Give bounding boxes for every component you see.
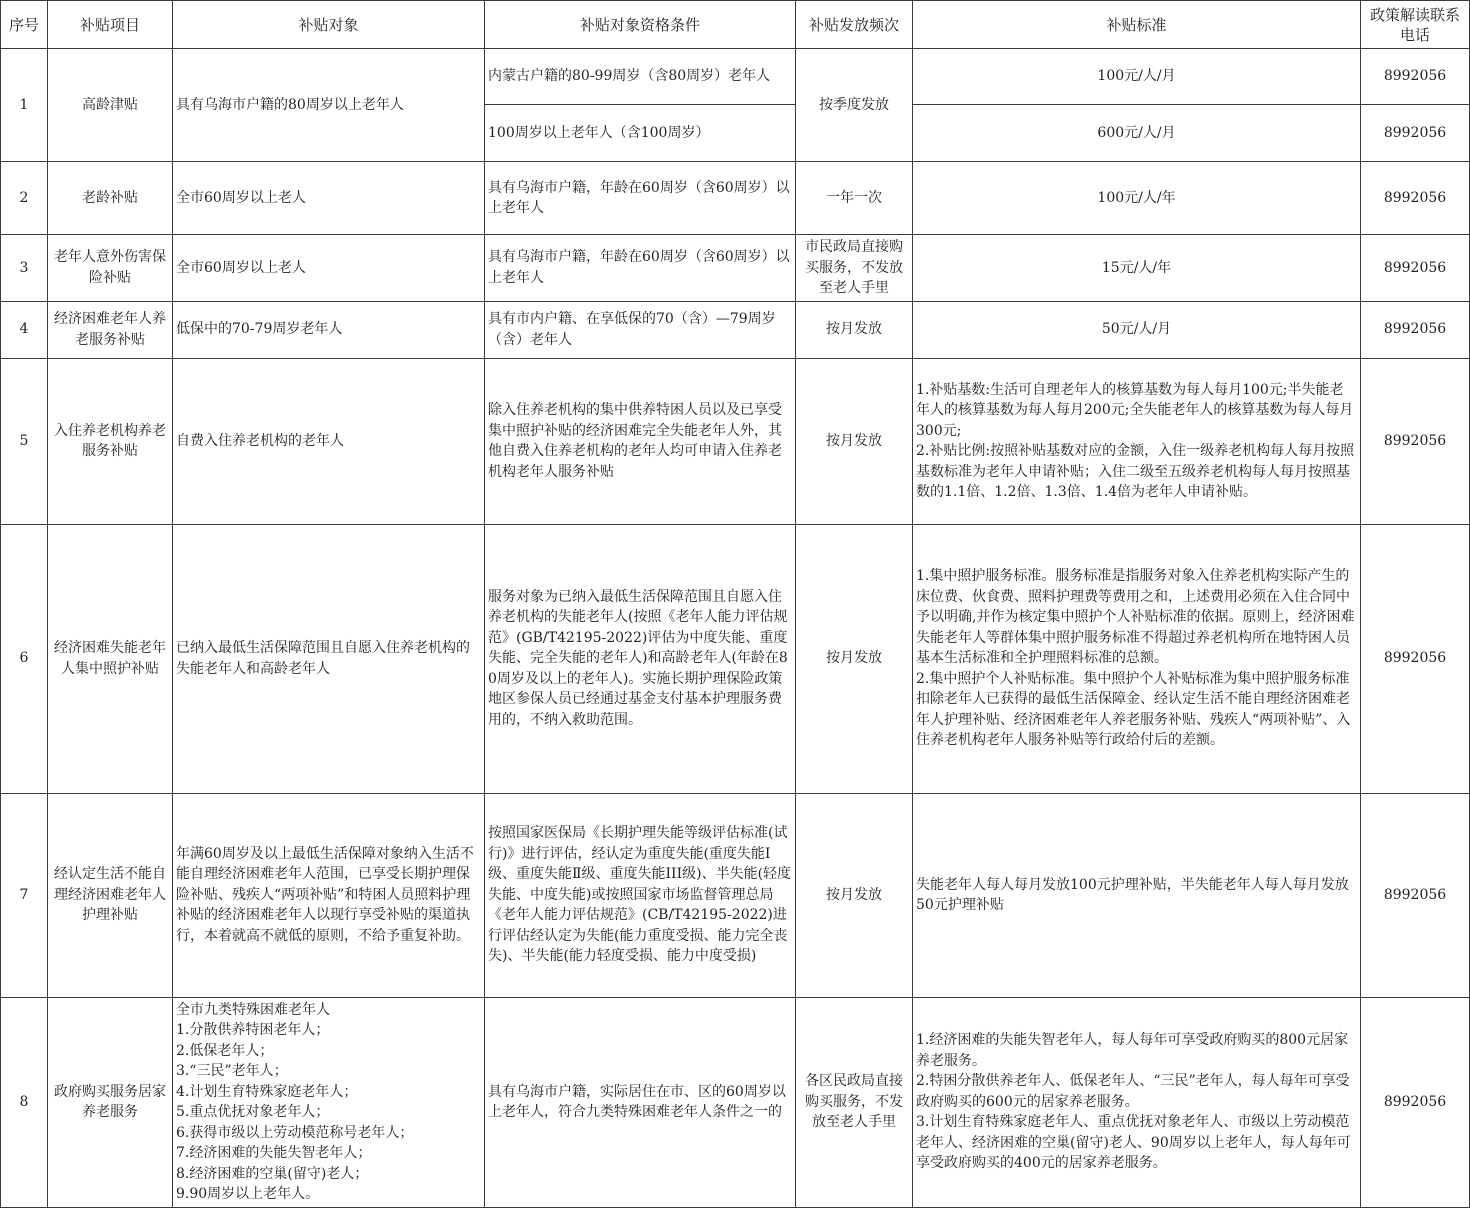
row-conditions: 具有市内户籍、在享低保的70（含）—79周岁（含）老年人 <box>485 301 796 358</box>
paragraph-line: 1.补贴基数:生活可自理老年人的核算基数为每人每月100元;半失能老年人的核算基数为每人每月200元;全失能老年人的核算基数为每人每月300元; <box>916 381 1354 439</box>
row-item: 高龄津贴 <box>48 49 173 162</box>
row-target: 自费入住养老机构的老年人 <box>173 358 485 524</box>
row-target: 已纳入最低生活保障范围且自愿入住养老机构的失能老年人和高龄老年人 <box>173 524 485 793</box>
row-frequency: 各区民政局直接购买服务，不发放至老人手里 <box>796 997 913 1207</box>
list-item: 2.低保老年人； <box>176 1042 274 1059</box>
row-target: 具有乌海市户籍的80周岁以上老年人 <box>173 49 485 162</box>
table-row <box>1 793 1470 997</box>
list-item: 4.计划生育特殊家庭老年人； <box>176 1083 358 1100</box>
row-frequency: 按月发放 <box>796 301 913 358</box>
header-conditions: 补贴对象资格条件 <box>485 1 796 49</box>
table-row <box>1 358 1470 524</box>
row-standard: 600元/人/月 <box>913 105 1361 162</box>
table-row <box>1 235 1470 302</box>
row-phone: 8992056 <box>1361 524 1470 793</box>
row-phone: 8992056 <box>1361 105 1470 162</box>
list-item: 9.90周岁以上老年人。 <box>176 1186 320 1202</box>
row-phone: 8992056 <box>1361 997 1470 1207</box>
row-standard <box>913 997 1361 1207</box>
paragraph-line: 1.经济困难的失能失智老年人，每人每年可享受政府购买的800元居家养老服务。 <box>916 1032 1349 1069</box>
paragraph-line: 1.集中照护服务标准。服务标准是指服务对象入住养老机构实际产生的床位费、伙食费、照料护理费等费用之和，上述费用必须在入住合同中予以明确,并作为核定集中照护个人补贴标准的依据。原则上，经济困难失能老年人等群体集中照护服务标准不得超过养老机构所在地特困人员基本生活标准和全护理照料标准的总额。 <box>916 568 1355 667</box>
row-conditions: 内蒙古户籍的80-99周岁（含80周岁）老年人 <box>485 49 796 105</box>
row-phone: 8992056 <box>1361 162 1470 235</box>
row-no: 7 <box>1 793 48 997</box>
row-phone: 8992056 <box>1361 235 1470 302</box>
row-frequency: 按季度发放 <box>796 49 913 162</box>
table-row <box>1 524 1470 793</box>
header-row <box>1 1 1470 49</box>
row-phone: 8992056 <box>1361 301 1470 358</box>
paragraph-line: 2.特困分散供养老年人、低保老年人、“三民”老年人，每人每年可享受政府购买的600元的居家养老服务。 <box>916 1073 1350 1110</box>
list-item: 8.经济困难的空巢(留守)老人； <box>176 1165 369 1182</box>
row-standard: 100元/人/年 <box>913 162 1361 235</box>
row-no: 8 <box>1 997 48 1207</box>
row-phone: 8992056 <box>1361 49 1470 105</box>
row-phone: 8992056 <box>1361 358 1470 524</box>
row-standard: 100元/人/月 <box>913 49 1361 105</box>
row-conditions: 具有乌海市户籍，实际居住在市、区的60周岁以上老年人，符合九类特殊困难老年人条件之一的 <box>485 997 796 1207</box>
row-item: 入住养老机构养老服务补贴 <box>48 358 173 524</box>
paragraph-line: 2.集中照护个人补贴标准。集中照护个人补贴标准为集中照护服务标准扣除老年人已获得的最低生活保障金、经认定生活不能自理经济困难老年人护理补贴、经济困难老年人养老服务补贴、残疾人“两项补贴”、入住养老机构老年人服务补贴等行政给付后的差额。 <box>916 670 1351 749</box>
row-conditions: 100周岁以上老年人（含100周岁） <box>485 105 796 162</box>
paragraph-line: 2.补贴比例:按照补贴基数对应的金额，入住一级养老机构每人每月按照基数标准为老年人申请补贴；入住二级至五级养老机构每人每月按照基数的1.1倍、1.2倍、1.3倍、1.4倍为老年人申请补贴。 <box>916 443 1355 500</box>
row-standard: 失能老年人每人每月发放100元护理补贴，半失能老年人每人每月发放50元护理补贴 <box>913 793 1361 997</box>
row-no: 2 <box>1 162 48 235</box>
row-no: 6 <box>1 524 48 793</box>
row-no: 4 <box>1 301 48 358</box>
row-phone: 8992056 <box>1361 793 1470 997</box>
header-frequency: 补贴发放频次 <box>796 1 913 49</box>
list-item: 全市九类特殊困难老年人 <box>176 1001 330 1018</box>
row-target-list <box>173 997 485 1207</box>
row-conditions: 按照国家医保局《长期护理失能等级评估标准(试行)》进行评估，经认定为重度失能(重度失能I级、重度失能Ⅱ级、重度失能III级)、半失能(轻度失能、中度失能)或按照国家市场监督管理总局《老年人能力评估规范》(CB/T42195-2022)进行评估经认定为失能(能力重度受损、能力完全丧失)、半失能(能力轻度受损、能力中度受损) <box>485 793 796 997</box>
row-no: 5 <box>1 358 48 524</box>
list-item: 7.经济困难的失能失智老年人； <box>176 1145 372 1161</box>
row-standard <box>913 358 1361 524</box>
row-standard <box>913 524 1361 793</box>
header-standard: 补贴标准 <box>913 1 1361 49</box>
table-row <box>1 49 1470 105</box>
row-frequency: 一年一次 <box>796 162 913 235</box>
row-item: 经济困难失能老年人集中照护补贴 <box>48 524 173 793</box>
list-item: 3.“三民”老年人； <box>176 1063 288 1079</box>
row-no: 1 <box>1 49 48 162</box>
row-frequency: 按月发放 <box>796 793 913 997</box>
row-conditions: 具有乌海市户籍，年龄在60周岁（含60周岁）以上老年人 <box>485 235 796 302</box>
row-standard: 50元/人/月 <box>913 301 1361 358</box>
table-row <box>1 997 1470 1207</box>
table-row <box>1 301 1470 358</box>
list-item: 6.获得市级以上劳动模范称号老年人； <box>176 1124 414 1141</box>
header-target: 补贴对象 <box>173 1 485 49</box>
row-frequency: 市民政局直接购买服务，不发放至老人手里 <box>796 235 913 302</box>
row-item: 老年人意外伤害保险补贴 <box>48 235 173 302</box>
list-item: 1.分散供养特困老年人； <box>176 1022 330 1038</box>
row-frequency: 按月发放 <box>796 524 913 793</box>
row-target: 全市60周岁以上老人 <box>173 162 485 235</box>
row-item: 政府购买服务居家养老服务 <box>48 997 173 1207</box>
row-target: 年满60周岁及以上最低生活保障对象纳入生活不能自理经济困难老年人范围，已享受长期护理保险补贴、残疾人“两项补贴”和特困人员照料护理补贴的经济困难老年人以现行享受补贴的渠道执行，本着就高不就低的原则，不给予重复补助。 <box>173 793 485 997</box>
row-conditions: 具有乌海市户籍，年龄在60周岁（含60周岁）以上老年人 <box>485 162 796 235</box>
paragraph-line: 3.计划生育特殊家庭老年人、重点优抚对象老年人、市级以上劳动模范老年人、经济困难的空巢(留守)老人、90周岁以上老年人，每人每年可享受政府购买的400元的居家养老服务。 <box>916 1114 1351 1172</box>
header-phone: 政策解读联系电话 <box>1361 1 1470 49</box>
list-item: 5.重点优抚对象老年人； <box>176 1104 330 1120</box>
row-item: 经认定生活不能自理经济困难老年人护理补贴 <box>48 793 173 997</box>
row-conditions: 服务对象为已纳入最低生活保障范围且自愿入住养老机构的失能老年人(按照《老年人能力评估规范》(GB/T42195-2022)评估为中度失能、重度失能、完全失能的老年人)和高龄老年人(年龄在80周岁及以上的老年人)。实施长期护理保险政策地区参保人员已经通过基金支付基本护理服务费用的，不纳入救助范围。 <box>485 524 796 793</box>
row-item: 经济困难老年人养老服务补贴 <box>48 301 173 358</box>
row-frequency: 按月发放 <box>796 358 913 524</box>
header-no: 序号 <box>1 1 48 49</box>
row-item: 老龄补贴 <box>48 162 173 235</box>
table-row <box>1 162 1470 235</box>
row-target: 全市60周岁以上老人 <box>173 235 485 302</box>
row-target: 低保中的70-79周岁老年人 <box>173 301 485 358</box>
row-conditions: 除入住养老机构的集中供养特困人员以及已享受集中照护补贴的经济困难完全失能老年人外，其他自费入住养老机构的老年人均可申请入住养老机构老年人服务补贴 <box>485 358 796 524</box>
row-no: 3 <box>1 235 48 302</box>
row-standard: 15元/人/年 <box>913 235 1361 302</box>
header-item: 补贴项目 <box>48 1 173 49</box>
